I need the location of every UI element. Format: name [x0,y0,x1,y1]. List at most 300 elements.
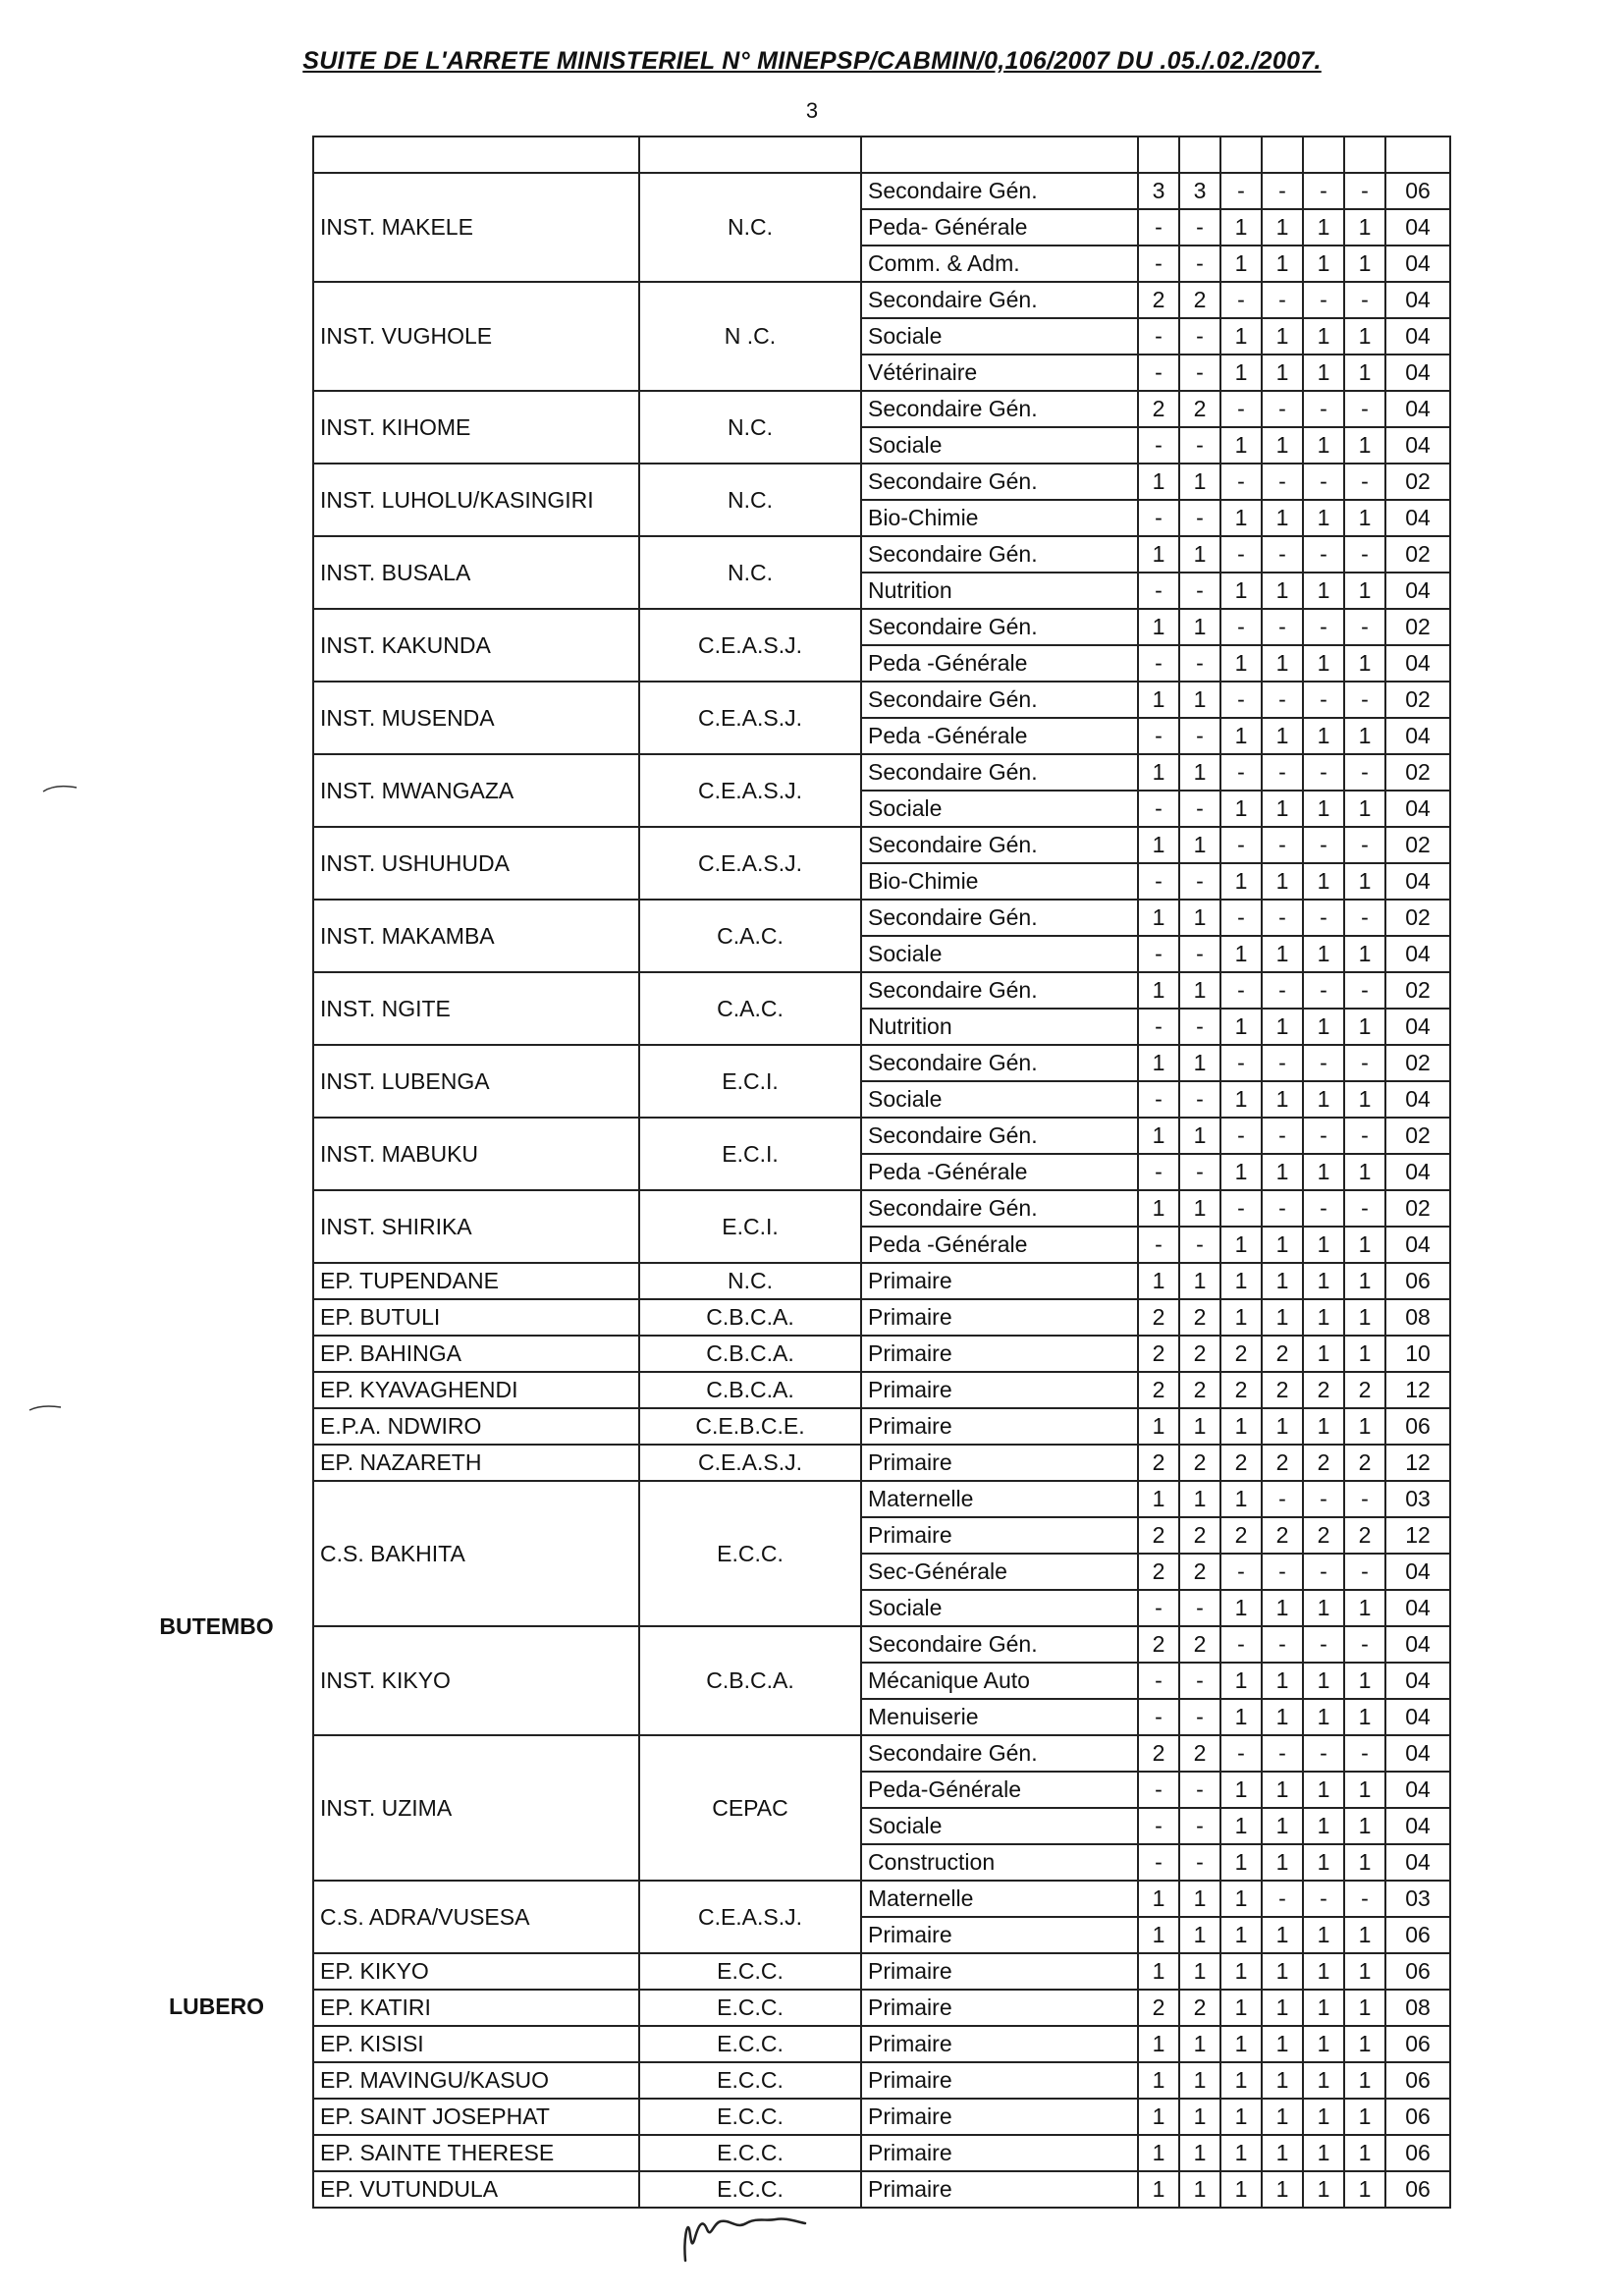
class-count-cell: 1 [1179,2026,1220,2062]
section-name: Secondaire Gén. [861,1626,1138,1663]
class-count-cell: 1 [1303,1081,1344,1118]
total-cell: 02 [1385,464,1450,500]
class-count-cell: 1 [1303,246,1344,282]
class-count-cell: 2 [1220,1517,1262,1554]
class-count-cell: - [1344,1626,1385,1663]
total-cell: 04 [1385,1808,1450,1844]
class-count-cell: 1 [1344,1154,1385,1190]
total-cell: 04 [1385,573,1450,609]
class-count-cell: - [1179,1772,1220,1808]
total-cell: 02 [1385,972,1450,1009]
class-count-cell: 1 [1138,900,1179,936]
class-count-cell: - [1138,573,1179,609]
institution-name: C.S. BAKHITA [313,1481,639,1626]
class-count-cell: 1 [1303,1263,1344,1299]
class-count-cell: 1 [1344,246,1385,282]
section-name: Secondaire Gén. [861,282,1138,318]
class-count-cell: 1 [1303,1772,1344,1808]
total-cell: 03 [1385,1881,1450,1917]
class-count-cell: 1 [1138,827,1179,863]
class-count-cell: 1 [1179,609,1220,645]
class-count-cell: 1 [1303,1699,1344,1735]
total-cell: 04 [1385,1772,1450,1808]
class-header [1179,137,1220,173]
table-row [121,1263,1450,1299]
class-header [1344,137,1385,173]
class-count-cell: 1 [1344,1336,1385,1372]
class-count-cell: 2 [1179,1626,1220,1663]
class-count-cell: - [1179,246,1220,282]
total-cell: 08 [1385,1299,1450,1336]
class-count-cell: 1 [1262,2171,1303,2208]
class-count-cell: 1 [1262,1699,1303,1735]
class-count-cell: 1 [1220,1844,1262,1881]
class-count-cell: - [1220,1626,1262,1663]
class-count-cell: 1 [1138,464,1179,500]
class-count-cell: 1 [1262,1263,1303,1299]
section-name: Secondaire Gén. [861,900,1138,936]
section-name: Peda -Générale [861,645,1138,682]
class-count-cell: 2 [1179,1554,1220,1590]
institution-name: INST. MAKELE [313,173,639,282]
table-row [121,754,1450,791]
class-count-cell: 2 [1262,1517,1303,1554]
class-count-cell: 1 [1138,2026,1179,2062]
organisme-name: N .C. [639,282,861,391]
organisme-name: E.C.C. [639,1990,861,2026]
class-count-cell: 2 [1138,1990,1179,2026]
class-count-cell: - [1138,1590,1179,1626]
class-count-cell: 1 [1344,1227,1385,1263]
class-count-cell: - [1220,754,1262,791]
class-count-cell: 2 [1179,1990,1220,2026]
class-count-cell: 2 [1138,1445,1179,1481]
class-count-cell: 1 [1220,1990,1262,2026]
class-count-cell: 2 [1138,1554,1179,1590]
locality-cell [121,137,313,173]
section-name: Secondaire Gén. [861,173,1138,209]
section-name: Secondaire Gén. [861,1118,1138,1154]
class-count-cell: 1 [1303,1953,1344,1990]
class-count-cell: - [1262,282,1303,318]
class-count-cell: - [1138,1081,1179,1118]
class-count-cell: 1 [1303,1590,1344,1626]
class-count-cell: 1 [1220,2171,1262,2208]
class-count-cell: 1 [1262,2062,1303,2099]
class-count-cell: - [1262,900,1303,936]
class-count-cell: 1 [1262,1227,1303,1263]
class-count-cell: 1 [1138,1481,1179,1517]
organisme-name: C.E.A.S.J. [639,827,861,900]
class-count-cell: - [1262,682,1303,718]
organisme-name: N.C. [639,173,861,282]
section-name: Secondaire Gén. [861,754,1138,791]
class-count-cell: - [1179,1808,1220,1844]
locality-cell [121,173,313,1263]
class-count-cell: - [1179,318,1220,355]
class-count-cell: - [1138,863,1179,900]
section-name: Peda- Générale [861,209,1138,246]
scan-mark [41,782,81,795]
table-row [121,682,1450,718]
organisme-name: E.C.C. [639,1953,861,1990]
class-count-cell: 1 [1262,1844,1303,1881]
organisme-name: E.C.C. [639,2171,861,2208]
organisme-name: N.C. [639,1263,861,1299]
class-count-cell: 1 [1303,718,1344,754]
class-count-cell: - [1179,863,1220,900]
class-count-cell: 1 [1220,1699,1262,1735]
table-row [121,900,1450,936]
class-count-cell: 1 [1303,2171,1344,2208]
class-count-cell: 1 [1179,464,1220,500]
class-count-cell: 2 [1179,282,1220,318]
organisme-name: C.B.C.A. [639,1372,861,1408]
institution-name: EP. BAHINGA [313,1336,639,1372]
class-count-cell: 1 [1344,1081,1385,1118]
section-name: Primaire [861,1372,1138,1408]
total-cell: 06 [1385,173,1450,209]
total-cell: 04 [1385,718,1450,754]
organisme-name: N.C. [639,536,861,609]
class-count-cell: 1 [1262,2099,1303,2135]
class-count-cell: 1 [1303,936,1344,972]
total-cell: 04 [1385,645,1450,682]
total-cell: 04 [1385,1590,1450,1626]
class-count-cell: - [1179,427,1220,464]
institution-name: INST. KIHOME [313,391,639,464]
section-name: Secondaire Gén. [861,1045,1138,1081]
class-count-cell: 1 [1138,1953,1179,1990]
section-name: Sociale [861,791,1138,827]
class-count-cell: 2 [1138,391,1179,427]
class-count-cell: - [1220,536,1262,573]
section-name: Primaire [861,1953,1138,1990]
class-count-cell: - [1344,1190,1385,1227]
total-cell: 02 [1385,609,1450,645]
section-name: Sociale [861,1808,1138,1844]
section-name: Sec-Générale [861,1554,1138,1590]
class-count-cell: 1 [1344,209,1385,246]
class-count-cell: - [1303,536,1344,573]
class-count-cell: - [1344,754,1385,791]
class-count-cell: 1 [1220,355,1262,391]
total-cell: 12 [1385,1372,1450,1408]
class-count-cell: - [1303,682,1344,718]
class-count-cell: 2 [1344,1372,1385,1408]
table-row [121,2062,1450,2099]
class-count-cell: 1 [1138,609,1179,645]
institution-name: EP. KIKYO [313,1953,639,1990]
table-row [121,536,1450,573]
total-cell: 02 [1385,754,1450,791]
organisme-name: N.C. [639,391,861,464]
class-count-cell: 1 [1262,1772,1303,1808]
total-cell: 04 [1385,355,1450,391]
class-count-cell: - [1303,1626,1344,1663]
class-count-cell: 1 [1179,2135,1220,2171]
schools-table [121,136,1451,2209]
class-count-cell: - [1220,900,1262,936]
class-count-cell: 1 [1344,1663,1385,1699]
class-count-cell: - [1138,1772,1179,1808]
table-row [121,282,1450,318]
class-count-cell: 1 [1138,754,1179,791]
section-name: Secondaire Gén. [861,391,1138,427]
class-count-cell: 1 [1220,1299,1262,1336]
class-count-cell: - [1138,427,1179,464]
organisme-name: C.E.A.S.J. [639,754,861,827]
locality-cell: LUBERO [121,1990,313,2208]
class-count-cell: 1 [1303,645,1344,682]
class-count-cell: 1 [1138,1881,1179,1917]
section-name: Primaire [861,1990,1138,2026]
class-count-cell: 1 [1344,500,1385,536]
class-count-cell: 1 [1344,1299,1385,1336]
total-cell: 04 [1385,1009,1450,1045]
table-body [121,137,1450,2208]
total-cell: 06 [1385,1917,1450,1953]
class-count-cell: 1 [1220,791,1262,827]
class-count-cell: 1 [1303,1227,1344,1263]
class-count-cell: 1 [1262,2026,1303,2062]
class-count-cell: - [1138,246,1179,282]
class-count-cell: - [1262,972,1303,1009]
class-count-cell: 1 [1138,1118,1179,1154]
class-count-cell: 2 [1138,1299,1179,1336]
total-cell: 06 [1385,1408,1450,1445]
class-count-cell: 1 [1138,972,1179,1009]
class-count-cell: 1 [1220,645,1262,682]
class-count-cell: 1 [1220,1009,1262,1045]
class-count-cell: 1 [1138,2135,1179,2171]
section-name: Menuiserie [861,1699,1138,1735]
class-count-cell: 1 [1344,1990,1385,2026]
class-count-cell: - [1179,209,1220,246]
class-count-cell: 1 [1303,1009,1344,1045]
class-count-cell: 1 [1262,209,1303,246]
class-count-cell: - [1138,1227,1179,1263]
class-count-cell: - [1344,464,1385,500]
section-name: Sociale [861,936,1138,972]
class-count-cell: 1 [1344,355,1385,391]
class-count-cell: 1 [1262,1408,1303,1445]
class-count-cell: 1 [1262,1990,1303,2026]
institution-name: INST. SHIRIKA [313,1190,639,1263]
institution-name: EP. TUPENDANE [313,1263,639,1299]
total-cell: 03 [1385,1481,1450,1517]
institution-name: INST. NGITE [313,972,639,1045]
class-count-cell: 1 [1262,1299,1303,1336]
organisme-name: C.B.C.A. [639,1299,861,1336]
class-count-cell: 1 [1220,1263,1262,1299]
class-count-cell: - [1303,391,1344,427]
organisme-name: C.E.A.S.J. [639,1445,861,1481]
class-count-cell: 2 [1138,1336,1179,1372]
class-count-cell: 1 [1138,1408,1179,1445]
class-count-cell: 1 [1179,1263,1220,1299]
class-count-cell: - [1262,609,1303,645]
class-count-cell: - [1138,936,1179,972]
table-row [121,2135,1450,2171]
class-count-cell: - [1179,1227,1220,1263]
total-cell: 04 [1385,282,1450,318]
total-cell: 08 [1385,1990,1450,2026]
class-count-cell: 1 [1179,536,1220,573]
organisme-name: E.C.I. [639,1118,861,1190]
total-cell: 10 [1385,1336,1450,1372]
scan-mark [27,1402,67,1414]
class-count-cell: - [1179,1590,1220,1626]
class-count-cell: - [1262,1626,1303,1663]
class-count-cell: 1 [1262,573,1303,609]
class-count-cell: - [1303,900,1344,936]
table-row [121,1881,1450,1917]
organisme-name: C.B.C.A. [639,1336,861,1372]
total-cell: 04 [1385,500,1450,536]
class-count-cell: 1 [1344,718,1385,754]
class-count-cell: 1 [1179,900,1220,936]
section-name: Sociale [861,1590,1138,1626]
class-count-cell: 1 [1344,318,1385,355]
total-cell: 02 [1385,536,1450,573]
class-count-cell: 2 [1303,1445,1344,1481]
class-count-cell: 2 [1344,1445,1385,1481]
class-count-cell: 2 [1262,1372,1303,1408]
class-count-cell: - [1262,1045,1303,1081]
class-count-cell: 1 [1179,682,1220,718]
class-count-cell: 1 [1179,1408,1220,1445]
organisme-header [639,137,861,173]
class-count-cell: 1 [1262,1590,1303,1626]
class-count-cell: 1 [1303,318,1344,355]
class-count-cell: 3 [1179,173,1220,209]
section-name: Nutrition [861,1009,1138,1045]
institution-name: C.S. ADRA/VUSESA [313,1881,639,1953]
total-cell: 04 [1385,1735,1450,1772]
class-count-cell: - [1220,282,1262,318]
class-count-cell: 1 [1344,1263,1385,1299]
institution-name: INST. MUSENDA [313,682,639,754]
class-count-cell: - [1344,536,1385,573]
class-count-cell: 1 [1220,1081,1262,1118]
section-name: Vétérinaire [861,355,1138,391]
class-count-cell: - [1220,1118,1262,1154]
total-cell: 04 [1385,1227,1450,1263]
institution-name: EP. BUTULI [313,1299,639,1336]
section-name: Secondaire Gén. [861,1735,1138,1772]
class-count-cell: 2 [1179,1336,1220,1372]
table-row [121,1990,1450,2026]
section-name: Peda -Générale [861,1154,1138,1190]
class-count-cell: - [1262,536,1303,573]
section-name: Construction [861,1844,1138,1881]
organisme-name: E.C.C. [639,2099,861,2135]
class-count-cell: 1 [1220,1154,1262,1190]
class-count-cell: 1 [1344,2135,1385,2171]
organisme-name: E.C.C. [639,1481,861,1626]
class-count-cell: - [1344,1481,1385,1517]
section-name: Peda -Générale [861,1227,1138,1263]
class-count-cell: - [1179,936,1220,972]
table-row [121,1190,1450,1227]
class-count-cell: 1 [1344,1917,1385,1953]
institution-name: INST. VUGHOLE [313,282,639,391]
class-count-cell: 1 [1220,246,1262,282]
class-count-cell: - [1262,464,1303,500]
class-count-cell: - [1179,500,1220,536]
class-count-cell: 2 [1303,1372,1344,1408]
class-count-cell: 1 [1138,2062,1179,2099]
class-count-cell: - [1220,682,1262,718]
institution-name: EP. SAINTE THERESE [313,2135,639,2171]
class-count-cell: 2 [1220,1372,1262,1408]
section-name: Peda -Générale [861,718,1138,754]
class-count-cell: - [1138,1154,1179,1190]
class-count-cell: 1 [1138,1263,1179,1299]
class-count-cell: - [1303,972,1344,1009]
total-cell: 06 [1385,2099,1450,2135]
class-count-cell: - [1303,1735,1344,1772]
class-count-cell: - [1220,1554,1262,1590]
class-count-cell: - [1344,282,1385,318]
class-count-cell: 2 [1179,1735,1220,1772]
class-count-cell: 1 [1344,791,1385,827]
class-count-cell: - [1138,318,1179,355]
class-count-cell: - [1344,1118,1385,1154]
table-row [121,2026,1450,2062]
section-name: Secondaire Gén. [861,827,1138,863]
class-count-cell: 2 [1138,282,1179,318]
section-name: Nutrition [861,573,1138,609]
class-count-cell: - [1220,1045,1262,1081]
class-count-cell: - [1303,173,1344,209]
organisme-name: E.C.C. [639,2135,861,2171]
class-header [1220,137,1262,173]
table-row [121,609,1450,645]
section-name: Secondaire Gén. [861,609,1138,645]
institution-name: INST. MAKAMBA [313,900,639,972]
class-count-cell: - [1303,1881,1344,1917]
class-count-cell: - [1262,1481,1303,1517]
class-count-cell: 1 [1179,972,1220,1009]
organisme-name: C.E.A.S.J. [639,1881,861,1953]
total-cell: 04 [1385,246,1450,282]
class-count-cell: - [1138,209,1179,246]
class-count-cell: 1 [1220,1663,1262,1699]
total-cell: 06 [1385,1263,1450,1299]
institution-name: INST. BUSALA [313,536,639,609]
organisme-name: E.C.C. [639,2026,861,2062]
section-name: Primaire [861,1263,1138,1299]
signature-mark [677,2200,815,2268]
class-count-cell: - [1344,1554,1385,1590]
organisme-name: C.B.C.A. [639,1626,861,1735]
class-count-cell: 1 [1344,1772,1385,1808]
section-name: Primaire [861,2062,1138,2099]
class-count-cell: - [1344,682,1385,718]
class-count-cell: 1 [1262,791,1303,827]
section-name: Secondaire Gén. [861,682,1138,718]
institution-name: INST. KAKUNDA [313,609,639,682]
section-name: Primaire [861,2135,1138,2171]
class-count-cell: 2 [1179,391,1220,427]
class-count-cell: - [1220,1735,1262,1772]
total-cell: 02 [1385,827,1450,863]
organisme-name: C.E.A.S.J. [639,682,861,754]
class-count-cell: - [1262,827,1303,863]
institution-name: INST. LUBENGA [313,1045,639,1118]
